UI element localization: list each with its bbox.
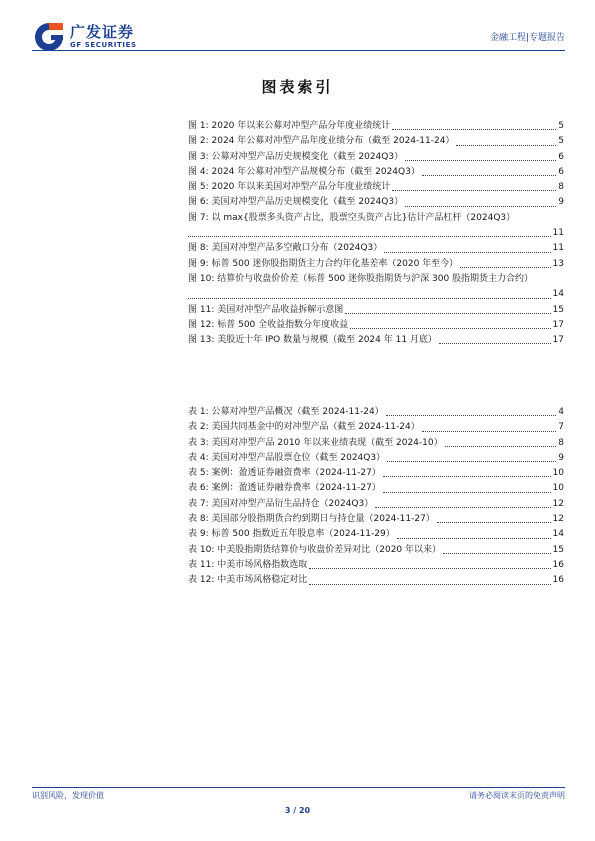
toc-row-figure-8[interactable]: 图 8: 美国对冲型产品多空敞口分布（2024Q3） 11 <box>188 243 564 254</box>
page-number: 3 / 20 <box>284 806 311 815</box>
logo-chinese-text: 广发证券 <box>70 23 135 41</box>
toc-row-figure-3[interactable]: 图 3: 公募对冲型产品历史规模变化（截至 2024Q3） 6 <box>188 151 564 162</box>
toc-row-table-4[interactable]: 表 4: 美国对冲型产品股票仓位（截至 2024Q3） 9 <box>188 452 564 463</box>
logo-english-text: GF SECURITIES <box>70 41 137 49</box>
figure-index-list <box>188 119 564 348</box>
toc-row-figure-1[interactable]: 图 1: 2020 年以来公募对冲型产品分年度业绩统计 5 <box>188 121 564 131</box>
toc-row-figure-7-continued[interactable]: 11 <box>188 226 564 241</box>
toc-row-figure-11[interactable]: 图 11: 美国对冲型产品收益拆解示意图 15 <box>188 304 564 315</box>
toc-row-table-1[interactable]: 表 1: 公募对冲型产品概况（截至 2024-11-24） 4 <box>188 407 564 417</box>
header-divider <box>32 50 565 51</box>
toc-row-table-2[interactable]: 表 2: 美国共同基金中的对冲型产品（截至 2024-11-24） 7 <box>188 422 564 433</box>
toc-row-figure-13[interactable]: 图 13: 美股近十年 IPO 数量与规模（截至 2024 年 11 月底） 17 <box>188 335 564 346</box>
report-type-label: 金融工程|专题报告 <box>489 33 565 43</box>
toc-row-figure-4[interactable]: 图 4: 2024 年公募对冲型产品规模分布（截至 2024Q3） 6 <box>188 166 564 177</box>
toc-row-figure-7[interactable]: 图 7: 以 max{股票多头资产占比，股票空头资产占比}估计产品杠杆（2024Q3） <box>188 212 516 223</box>
toc-row-figure-2[interactable]: 图 2: 2024 年公募对冲型产品年度业绩分布（截至 2024-11-24） 5 <box>188 136 564 147</box>
toc-row-figure-9[interactable]: 图 9: 标普 500 迷你股指期货主力合约年化基差率（2020 年至今） 13 <box>188 258 564 269</box>
page-header <box>0 0 595 60</box>
toc-row-figure-5[interactable]: 图 5: 2020 年以来美国对冲型产品分年度业绩统计 8 <box>188 182 564 193</box>
toc-row-table-12[interactable]: 表 12: 中美市场风格稳定对比 16 <box>188 575 564 586</box>
footer-disclaimer-note: 请务必阅读末页的免责声明 <box>469 791 565 800</box>
page-title: 图表索引 <box>261 78 334 96</box>
toc-row-table-3[interactable]: 表 3: 美国对冲型产品 2010 年以来业绩表现（截至 2024-10） 8 <box>188 437 564 448</box>
footer-slogan: 识别风险，发现价值 <box>32 791 104 800</box>
toc-row-table-7[interactable]: 表 7: 美国对冲型产品衍生品持仓（2024Q3） 12 <box>188 498 564 509</box>
toc-row-table-8[interactable]: 表 8: 美国部分股指期货合约到期日与持仓量（2024-11-27） 12 <box>188 514 564 525</box>
table-index-list <box>188 405 564 589</box>
gf-securities-logo <box>32 20 182 54</box>
toc-row-figure-10[interactable]: 图 10: 结算价与收盘价价差（标普 500 迷你股指期货与沪深 300 股指期货主力合约） <box>188 273 534 284</box>
gf-logo-mark-icon <box>32 20 66 54</box>
toc-row-figure-6[interactable]: 图 6: 美国对冲型产品历史规模变化（截至 2024Q3） 9 <box>188 197 564 208</box>
toc-row-table-10[interactable]: 表 10: 中美股指期货结算价与收盘价差异对比（2020 年以来） 15 <box>188 544 564 555</box>
toc-row-table-6[interactable]: 表 6: 案例：盈透证券融券费率（2024-11-27） 10 <box>188 483 564 494</box>
footer-divider <box>32 787 565 788</box>
toc-row-table-11[interactable]: 表 11: 中美市场风格指数选取 16 <box>188 559 564 570</box>
toc-row-table-5[interactable]: 表 5: 案例：盈透证券融资费率（2024-11-27） 10 <box>188 468 564 479</box>
toc-row-figure-10-continued[interactable]: 14 <box>188 287 564 302</box>
toc-row-figure-12[interactable]: 图 12: 标普 500 全收益指数分年度收益 17 <box>188 319 564 330</box>
toc-row-table-9[interactable]: 表 9: 标普 500 指数近五年股息率（2024-11-29） 14 <box>188 529 564 540</box>
